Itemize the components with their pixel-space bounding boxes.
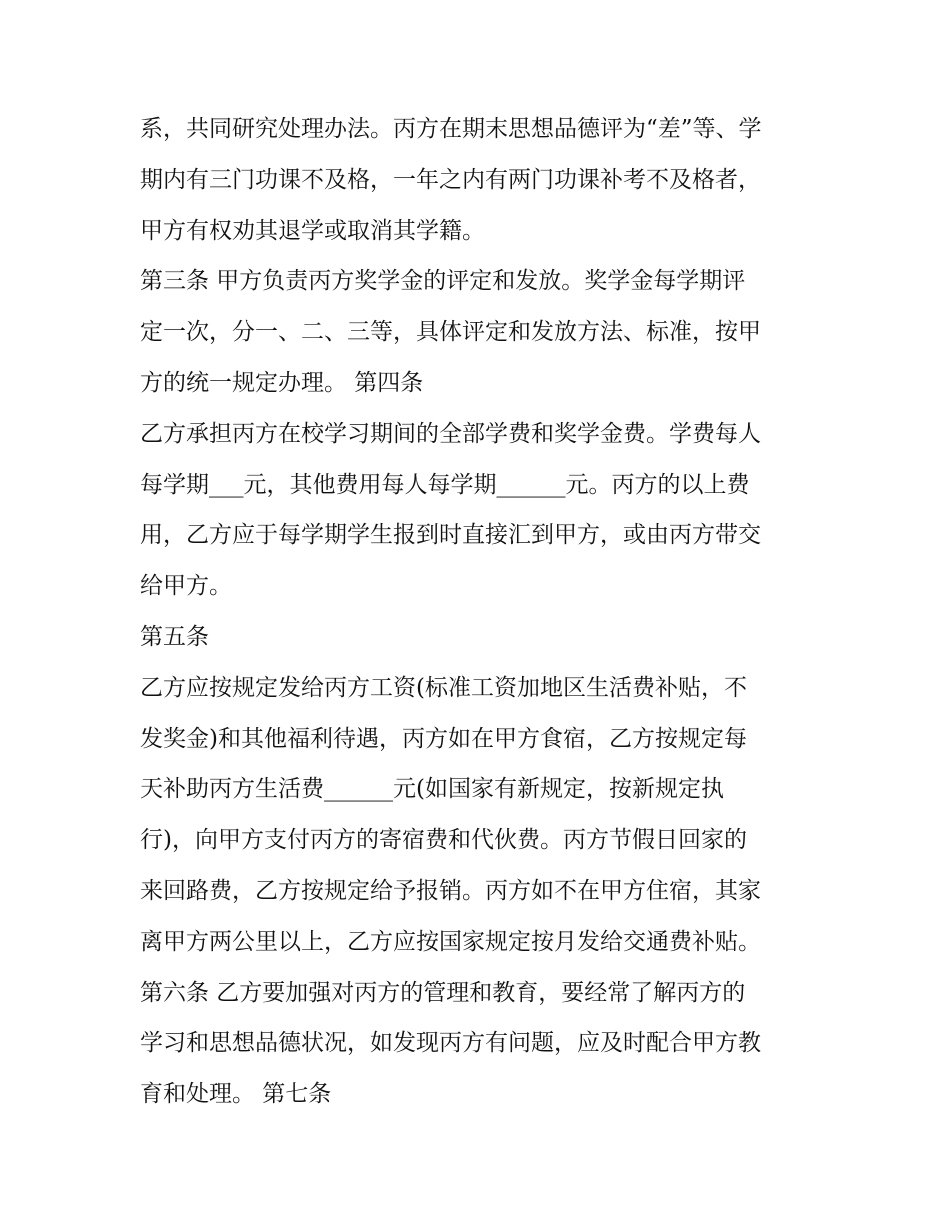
text-line: 育和处理。 第七条 [140, 1081, 332, 1108]
text-line: 甲方有权劝其退学或取消其学籍。 [140, 217, 485, 244]
text-line: 来回路费，乙方按规定给予报销。丙方如不在甲方住宿，其家 [140, 877, 761, 904]
text-line: 方的统一规定办理。 第四条 [140, 369, 424, 396]
text-line: 第六条 乙方要加强对丙方的管理和教育，要经常了解丙方的 [140, 979, 746, 1006]
text-line: 离甲方两公里以上，乙方应按国家规定按月发给交通费补贴。 [140, 928, 761, 955]
text-line: 天补助丙方生活费______元(如国家有新规定，按新规定执 [140, 776, 724, 803]
text-line: 用，乙方应于每学期学生报到时直接汇到甲方，或由丙方带交 [140, 522, 761, 549]
document-body [140, 104, 840, 1120]
text-line: 发奖金)和其他福利待遇，丙方如在甲方食宿，乙方按规定每 [140, 725, 747, 752]
text-line: 定一次，分一、二、三等，具体评定和发放方法、标准，按甲 [140, 319, 761, 346]
text-line: 乙方承担丙方在校学习期间的全部学费和奖学金费。学费每人 [140, 420, 761, 447]
text-line: 乙方应按规定发给丙方工资(标准工资加地区生活费补贴，不 [140, 674, 747, 701]
text-line: 给甲方。 [140, 573, 232, 600]
text-line: 行)，向甲方支付丙方的寄宿费和代伙费。丙方节假日回家的 [140, 827, 747, 854]
text-line: 第三条 甲方负责丙方奖学金的评定和发放。奖学金每学期评 [140, 268, 746, 295]
text-line: 第五条 [140, 623, 209, 650]
text-line: 期内有三门功课不及格，一年之内有两门功课补考不及格者， [140, 166, 761, 193]
text-line: 每学期___元，其他费用每人每学期______元。丙方的以上费 [140, 471, 750, 498]
text-line: 系，共同研究处理办法。丙方在期末思想品德评为“差”等、学 [140, 116, 762, 142]
text-line: 学习和思想品德状况，如发现丙方有问题，应及时配合甲方教 [140, 1030, 761, 1057]
